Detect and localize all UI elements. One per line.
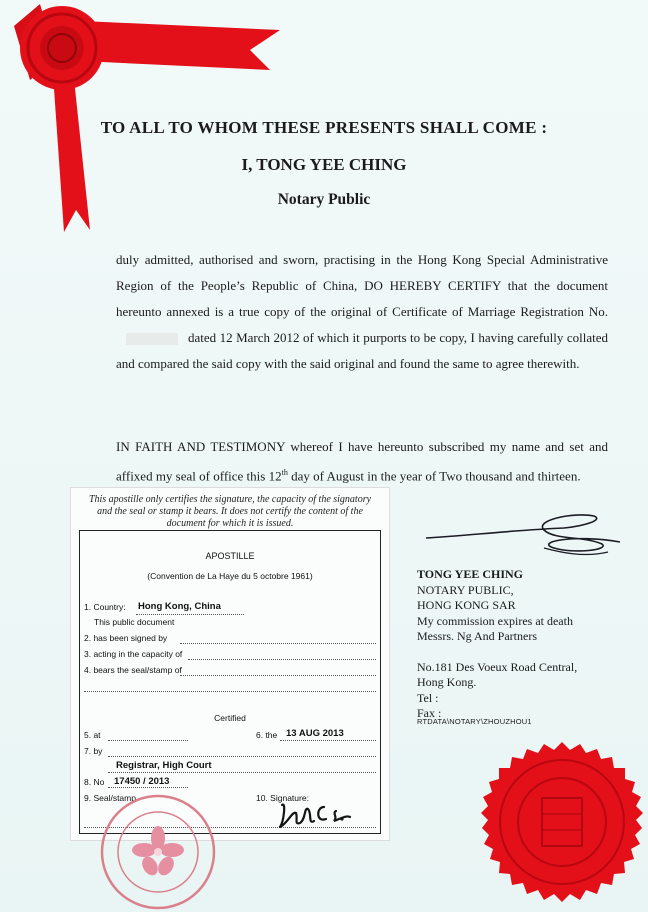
certification-paragraph: duly admitted, authorised and sworn, practising in the Hong Kong Special Administrative Region of the People’s Republic of China, DO HEREBY CERTIFY that the document hereunto annexed is a true copy of the original of Certificate of Marriage Registration No.dated 12 March 2012 of which it purports to be copy, I having carefully collated and compared the said copy with the said original and found the same to agree therewith. bbox=[116, 252, 608, 371]
public-document-label: This public document bbox=[94, 617, 175, 627]
high-court-seal bbox=[96, 790, 220, 910]
field4-label: 4. bears the seal/stamp of bbox=[84, 665, 182, 675]
date-value: 13 AUG 2013 bbox=[286, 728, 344, 739]
notary-red-seal bbox=[480, 740, 644, 904]
field3-label: 3. acting in the capacity of bbox=[84, 649, 183, 659]
apostille-box bbox=[79, 530, 381, 834]
apostille-form bbox=[70, 487, 390, 841]
notary-place: HONG KONG SAR bbox=[417, 598, 516, 612]
redacted-number bbox=[126, 333, 178, 345]
field1-label: 1. Country: bbox=[84, 602, 126, 612]
registrar-signature bbox=[276, 797, 366, 831]
notary-name: TONG YEE CHING bbox=[417, 567, 524, 581]
field10-label: 10. Signature: bbox=[256, 793, 309, 803]
apostille-note: This apostille only certifies the signature, the capacity of the signatory and the seal or stamp it bears. It does not certify the content of the document for which it is issued. bbox=[88, 494, 372, 529]
certified-label: Certified bbox=[214, 713, 246, 723]
number-value: 17450 / 2013 bbox=[114, 776, 170, 787]
heading-notary-name: I, TONG YEE CHING bbox=[241, 155, 407, 174]
notary-firm: Messrs. Ng And Partners bbox=[417, 629, 537, 643]
notary-address-line1: No.181 Des Voeux Road Central, bbox=[417, 659, 578, 674]
notary-fax: Fax : bbox=[417, 706, 442, 720]
notary-tel: Tel : bbox=[417, 690, 439, 705]
apostille-convention: (Convention de La Haye du 5 octobre 1961) bbox=[147, 571, 313, 581]
field2-label: 2. has been signed by bbox=[84, 633, 168, 643]
file-reference: RTDATA\NOTARY\ZHOUZHOU1 bbox=[417, 717, 532, 726]
field8-label: 8. No bbox=[84, 777, 105, 787]
country-value: Hong Kong, China bbox=[138, 601, 221, 612]
heading-presents: TO ALL TO WHOM THESE PRESENTS SHALL COME : bbox=[100, 118, 548, 137]
notary-address-line2: Hong Kong. bbox=[417, 675, 477, 689]
field6-label: 6. the bbox=[256, 730, 278, 740]
testimony-paragraph: IN FAITH AND TESTIMONY whereof I have hereunto subscribed my name and set and affixed my seal of office this 12th day of August in the year of Two thousand and thirteen. bbox=[116, 439, 608, 484]
apostille-title: APOSTILLE bbox=[205, 551, 255, 561]
heading-notary-role: Notary Public bbox=[277, 191, 371, 208]
field9-label: 9. Seal/stamp bbox=[84, 793, 136, 803]
notary-title: NOTARY PUBLIC, bbox=[417, 582, 514, 597]
notary-signature bbox=[424, 508, 624, 568]
registrar-value: Registrar, High Court bbox=[116, 760, 212, 771]
field5-label: 5. at bbox=[84, 730, 101, 740]
notary-address-block bbox=[417, 567, 627, 722]
field7-label: 7. by bbox=[84, 746, 103, 756]
notary-commission: My commission expires at death bbox=[417, 613, 573, 628]
